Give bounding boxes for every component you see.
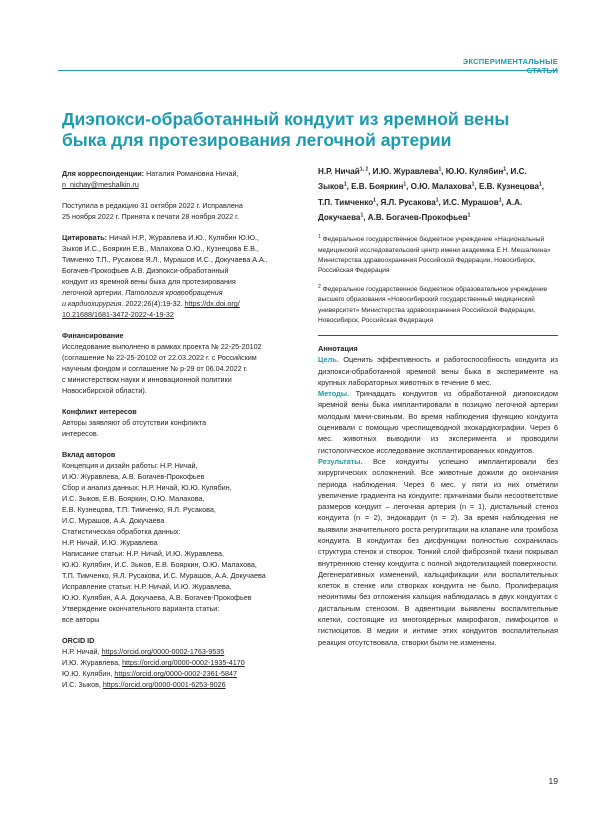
contributions-block (62, 449, 306, 625)
contribution-line: Исправление статьи: Н.Р. Ничай, И.Ю. Журавлева, (62, 582, 232, 591)
correspondence-block (62, 168, 306, 190)
author-affiliation-mark: 1, 2 (359, 166, 369, 172)
funding-text: (соглашение № 22-25-20102 от 22.03.2022 г. с Российским (62, 353, 257, 362)
funding-block (62, 330, 306, 396)
author-affiliation-mark: 1 (403, 181, 407, 188)
abstract-methods: Методы. Тринадцать кондуитов из обработанной диэпоксидом яремной вены быка имплантировали в позицию легочной артерии молодым мини-свиньям. Во время наблюдения функцию кондуита оценивали с помощью чреспищеводной эхокардиографии. Через 6 мес. животных выводили из эксперимента и проводили гистологическое исследование эксплантированных кондуитов. (318, 389, 558, 455)
orcid-author: И.С. Зыков, (62, 680, 103, 689)
cite-text: кондуит из яремной вены быка для протезирования (62, 277, 236, 286)
orcid-author: Ю.Ю. Кулябин, (62, 669, 115, 678)
contribution-line: Т.П. Тимченко, Я.Л. Русакова, И.С. Мурашов, А.А. Докучаева (62, 571, 266, 580)
corr-name: Наталия Романовна Ничай, (144, 169, 239, 178)
cite-text: . 2022;26(4):19-32. (121, 299, 185, 308)
orcid-line (62, 679, 306, 690)
contribution-line: Утверждение окончательного варианта статьи: (62, 604, 220, 613)
received-line: Поступила в редакцию 31 октября 2022 г. Исправлена (62, 201, 243, 210)
section-label: ЭКСПЕРИМЕНТАЛЬНЫЕ (462, 57, 558, 66)
contribution-line: И.С. Зыков, Е.В. Бояркин, О.Ю. Малахова, (62, 494, 205, 503)
received-line: 25 ноября 2022 г. Принята к печати 28 ноября 2022 г. (62, 212, 239, 221)
corr-label: Для корреспонденции: (62, 169, 145, 178)
abstract-results: Результаты. Все кондуиты успешно имплантировали без хирургических осложнений. Все животные дожили до окончания периода наблюдения. Через 6 мес. у пяти из них отметили увеличение градиента на кондуите: причинами были несоответствие размеров кондуит – легочная артерия (n = 1), дистальный стеноз кондуита (n = 2), эндокардит (n = 2). За время наблюдения не выявили значительного роста регургитации на клапане или тромбоза кондуита. В кондуитах без дисфункции полностью сохранилась структура стенок и створок. Тонкий слой фиброзной ткани покрывал внутреннюю стенку кондуита с полной эндотелизацией поверхности. Дегенеративных изменений, кальцификации или воспалительных клеток в стенке или створках кондуита не было. Пролиферация неоинтимы без отложения кальция наблюдалась в двух кондуитах с дистальным стенозом. В адвентиции выявлены воспалительные клетки, состоящие из многоядерных макрофагов, лимфоцитов и гистиоцитов. В медии и интиме этих кондуитов воспалительная реакция отсутствовала, створки были не изменены. (318, 456, 558, 647)
orcid-line (62, 668, 306, 679)
conflict-block (62, 406, 306, 439)
orcid-author: Н.Р. Ничай, (62, 647, 102, 656)
contribution-line: Концепция и дизайн работы: Н.Р. Ничай, (62, 461, 198, 470)
author: О.Ю. Малахова$^1$, (410, 181, 479, 192)
page-number: 19 (548, 776, 558, 786)
affiliation-1: $^1$ Федеральное государственное бюджетное учреждение «Национальный медицинский исследовательский центр имени академика Е.Н. Мешалкина» Министерства здравоохранения Российской Федерации, Новосибирск, Российская Федерация (318, 233, 551, 275)
right-column (318, 163, 558, 648)
cite-text: легочной артерии. (62, 288, 126, 297)
funding-text: с министерством науки и инновационной политики (62, 375, 232, 384)
orcid-link[interactable]: https://orcid.org/0000-0001-6253-9026 (102, 680, 226, 689)
author: А.В. Богачев-Прокофьев$^1$ (367, 212, 471, 223)
goal-label: Цель. (318, 355, 339, 365)
cite-text: Ничай Н.Р., Журавлева И.Ю., Кулябин Ю.Ю., (107, 233, 259, 242)
author-affiliation-mark: 1 (360, 212, 364, 219)
doi-link[interactable]: https://dx.doi.org/ (184, 299, 240, 308)
contribution-line: И.Ю. Журавлева, А.В. Богачев-Прокофьев (62, 472, 205, 481)
received-block (62, 200, 306, 222)
abstract-heading: Аннотация (318, 344, 358, 354)
orcid-link[interactable]: https://orcid.org/0000-0002-1935-4170 (122, 658, 245, 667)
title-line-1: Диэпокси-обработанный кондуит из яремной вены (62, 109, 510, 129)
funding-heading: Финансирование (62, 331, 124, 340)
author: А.А. Докучаева$^1$, (318, 197, 523, 223)
author-affiliation-mark: 1 (503, 166, 507, 172)
author: Е.В. Бояркин$^1$, (351, 181, 411, 192)
title-line-2: быка для протезирования легочной артерии (62, 130, 452, 150)
author-list (318, 163, 558, 225)
cite-text: Тимченко Т.П., Русакова Я.Л., Мурашов И.С., Докучаева А.А., (62, 255, 268, 264)
author-affiliation-mark: 1 (471, 181, 475, 188)
journal-name: и кардиохирургия (62, 299, 122, 308)
journal-name: Патология кровообращения (125, 288, 223, 297)
funding-text: научным фондом и соглашение № р-29 от 06.04.2022 г. (62, 364, 248, 373)
author: Я.Л. Русакова$^1$, (380, 196, 444, 207)
cite-label: Цитировать: (62, 233, 108, 242)
author: Т.П. Тимченко$^1$, (318, 196, 381, 207)
methods-label: Методы. (318, 389, 350, 399)
funding-text: Новосибирской области). (62, 386, 147, 395)
author-affiliation-mark: 1 (343, 181, 347, 188)
orcid-author: И.Ю. Журавлева, (62, 658, 123, 667)
abstract-divider (318, 335, 558, 336)
funding-text: Исследование выполнено в рамках проекта № 22-25-20102 (62, 342, 262, 351)
cite-text: Богачев-Прокофьев А.В. Диэпокси-обработанный (62, 266, 229, 275)
contribution-line: И.С. Мурашов, А.А. Докучаева (62, 516, 165, 525)
corr-email-link[interactable]: n_nichay@meshalkin.ru (62, 180, 139, 189)
conflict-text: Авторы заявляют об отсутствии конфликта (62, 418, 207, 427)
author-affiliation-mark: 1 (467, 212, 471, 219)
doi-link[interactable]: 10.21688/1681-3472-2022-4-19-32 (62, 310, 174, 319)
contribution-line: Н.Р. Ничай, И.Ю. Журавлева (62, 538, 158, 547)
author-affiliation-mark: 1 (435, 196, 439, 203)
left-column (62, 168, 306, 690)
contribution-line: Сбор и анализ данных: Н.Р. Ничай, Ю.Ю. Кулябин, (62, 483, 232, 492)
author: Е.В. Кузнецова$^1$, (478, 181, 544, 192)
abstract-goal: Цель. Оценить эффективность и работоспособность кондуита из диэпокси-обработанной яремной вены быка в эксперименте на крупных лабораторных животных в течение 6 мес. (318, 355, 558, 387)
affiliation-2: $^2$ Федеральное государственное бюджетное образовательное учреждение высшего образования «Новосибирский государственный медицинский университет» Министерства здравоохранения Российской Федерации, Новосибирск, Российская Федерация (318, 283, 548, 325)
contribution-line: Написание статьи: Н.Р. Ничай, И.Ю. Журавлева, (62, 549, 224, 558)
conflict-text: интересов. (62, 429, 99, 438)
contribution-line: Ю.Ю. Кулябин, А.А. Докучаева, А.В. Богачев-Прокофьев (62, 593, 252, 602)
orcid-link[interactable]: https://orcid.org/0000-0002-1763-9535 (101, 647, 225, 656)
orcid-line (62, 657, 306, 668)
author-affiliation-mark: 1 (373, 196, 376, 203)
contribution-line: Статистическая обработка данных: (62, 527, 181, 536)
author-affiliation-mark: 1 (498, 196, 502, 203)
contributions-heading: Вклад авторов (62, 450, 116, 459)
conflict-heading: Конфликт интересов (62, 407, 137, 416)
author: И.С. Зыков$^1$, (318, 166, 527, 192)
orcid-link[interactable]: https://orcid.org/0000-0002-2361-5847 (114, 669, 237, 678)
contribution-line: Е.В. Кузнецова, Т.П. Тимченко, Я.Л. Русакова, (62, 505, 216, 514)
contribution-line: Ю.Ю. Кулябин, И.С. Зыков, Е.В. Бояркин, О.Ю. Малахова, (62, 560, 257, 569)
author: Ю.Ю. Кулябин$^1$, (445, 166, 511, 176)
author: И.С. Мурашов$^1$, (443, 196, 506, 207)
orcid-line (62, 646, 306, 657)
results-label: Результаты. (318, 456, 363, 466)
orcid-heading: ORCID ID (62, 636, 95, 645)
author: И.Ю. Журавлева$^1$, (372, 166, 446, 176)
contribution-line: все авторы (62, 615, 100, 624)
citation-block (62, 232, 306, 320)
author-affiliation-mark: 1 (438, 166, 442, 172)
cite-text: Зыков И.С., Бояркин Е.В., Малахова О.Ю., Кузнецова Е.В., (62, 244, 259, 253)
header-divider (58, 70, 558, 71)
author: Н.Р. Ничай$^{1, 2}$, (318, 166, 373, 176)
article-title (62, 109, 522, 151)
orcid-block (62, 635, 306, 690)
author-affiliation-mark: 1 (538, 181, 542, 188)
